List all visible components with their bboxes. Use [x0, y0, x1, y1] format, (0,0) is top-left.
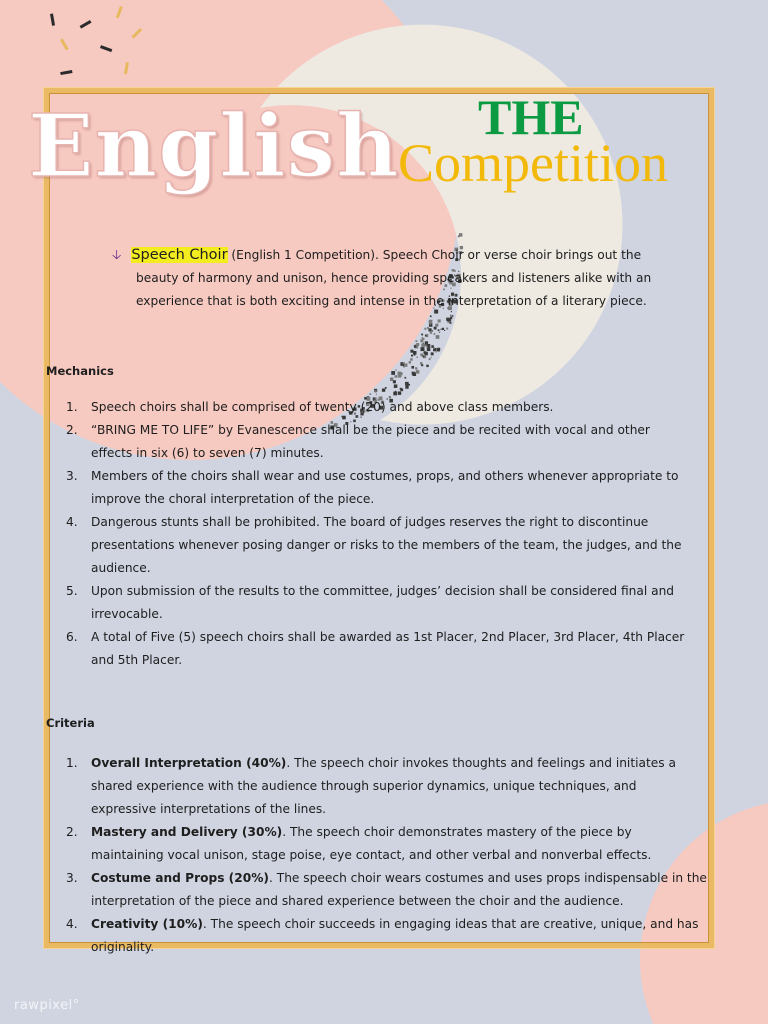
criteria-item: [66, 913, 716, 959]
title-competition: Competition: [398, 133, 668, 193]
item-line: . The speech choir invokes thoughts and feelings and initiates a: [286, 756, 676, 770]
mechanics-item: [66, 465, 716, 511]
mechanics-item: [66, 580, 716, 626]
item-number: 2.: [66, 825, 78, 839]
item-line: . The speech choir succeeds in engaging ideas that are creative, unique, and has: [202, 917, 699, 931]
criteria-item: [66, 821, 716, 867]
item-line: originality.: [91, 940, 155, 954]
item-text: [91, 821, 716, 867]
item-number: 6.: [66, 630, 78, 644]
item-line: . The speech choir demonstrates mastery of the piece by: [282, 825, 632, 839]
title-english: English: [28, 96, 400, 197]
item-number: 4.: [66, 515, 78, 529]
item-line: audience.: [91, 561, 151, 575]
item-number: 2.: [66, 423, 78, 437]
mechanics-item: [66, 419, 716, 465]
item-line: Dangerous stunts shall be prohibited. The board of judges reserves the right to discontinue: [91, 515, 649, 529]
item-line: “BRING ME TO LIFE” by Evanescence shall be the piece and be recited with vocal and other: [91, 423, 650, 437]
item-line: effects in six (6) to seven (7) minutes.: [91, 446, 324, 460]
item-number: 5.: [66, 584, 78, 598]
mechanics-item: [66, 511, 716, 580]
watermark-rawpixel: rawpixel°: [14, 998, 80, 1013]
criterion-title: Overall Interpretation (40%): [91, 756, 287, 770]
intro-text-1: (English 1 Competition). Speech Choir or verse choir brings out the: [227, 248, 642, 262]
title-the: THE: [478, 89, 584, 145]
item-number: 1.: [66, 756, 78, 770]
item-line: A total of Five (5) speech choirs shall be awarded as 1st Placer, 2nd Placer, 3rd Placer, 4th Placer: [91, 630, 685, 644]
item-text: [91, 626, 716, 672]
item-text: [91, 396, 716, 419]
item-line: shared experience with the audience through superior dynamics, unique techniques, and: [91, 779, 637, 793]
criteria-item: [66, 867, 716, 913]
item-text: [91, 511, 716, 580]
intro-line-2: beauty of harmony and unison, hence providing speakers and listeners alike with an: [136, 271, 652, 285]
criteria-heading: Criteria: [46, 716, 95, 730]
mechanics-item: [66, 396, 716, 419]
item-line: irrevocable.: [91, 607, 163, 621]
item-line: Speech choirs shall be comprised of twenty (20) and above class members.: [91, 400, 554, 414]
criteria-list: [66, 752, 716, 959]
item-text: [91, 867, 716, 913]
item-line: Upon submission of the results to the committee, judges’ decision shall be considered final and: [91, 584, 675, 598]
item-number: 4.: [66, 917, 78, 931]
intro-line-1: [112, 244, 692, 267]
item-line: interpretation of the piece and shared experience between the choir and the audience.: [91, 894, 624, 908]
item-line: Members of the choirs shall wear and use costumes, props, and others whenever appropriate to: [91, 469, 679, 483]
criteria-item: [66, 752, 716, 821]
item-text: [91, 580, 716, 626]
item-line: . The speech choir wears costumes and uses props indispensable in the: [269, 871, 707, 885]
intro-paragraph: [112, 244, 692, 313]
item-line: presentations whenever posing danger or risks to the members of the team, the judges, and the: [91, 538, 682, 552]
item-text: [91, 752, 716, 821]
item-line: expressive interpretations of the lines.: [91, 802, 327, 816]
item-text: [91, 465, 716, 511]
down-arrow-bullet-icon: 🡣: [112, 248, 122, 263]
item-line: and 5th Placer.: [91, 653, 183, 667]
intro-lead: Speech Choir: [131, 247, 228, 263]
item-text: [91, 913, 716, 959]
criterion-title: Creativity (10%): [91, 917, 203, 931]
item-line: maintaining vocal unison, stage poise, eye contact, and other verbal and nonverbal effects.: [91, 848, 652, 862]
item-number: 1.: [66, 400, 78, 414]
item-text: [91, 419, 716, 465]
criterion-title: Mastery and Delivery (30%): [91, 825, 283, 839]
intro-line-3: experience that is both exciting and intense in the interpretation of a literary piece.: [136, 294, 647, 308]
item-line: improve the choral interpretation of the piece.: [91, 492, 375, 506]
criterion-title: Costume and Props (20%): [91, 871, 269, 885]
item-number: 3.: [66, 469, 78, 483]
mechanics-item: [66, 626, 716, 672]
mechanics-list: [66, 396, 716, 672]
mechanics-heading: Mechanics: [46, 364, 114, 378]
item-number: 3.: [66, 871, 78, 885]
